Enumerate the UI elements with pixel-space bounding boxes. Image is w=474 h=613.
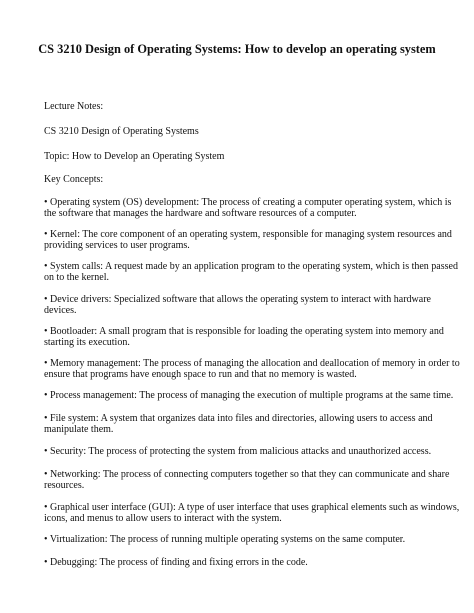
concept-line: • Operating system (OS) development: The process of creating a computer operating system, which is xyxy=(44,197,452,208)
concept-line: on to the kernel. xyxy=(44,272,109,284)
concept-item-memory-management xyxy=(44,358,460,381)
concept-item-device-drivers xyxy=(44,294,444,317)
concept-line: • Process management: The process of managing the execution of multiple programs at the same time. xyxy=(44,390,454,401)
concept-item-system-calls xyxy=(44,261,458,284)
concept-item-file-system xyxy=(44,413,444,436)
concept-line: • Bootloader: A small program that is responsible for loading the operating system into memory and xyxy=(44,326,444,337)
concept-line: • Kernel: The core component of an operating system, responsible for managing system resources and xyxy=(44,229,452,240)
document-title: CS 3210 Design of Operating Systems: How to develop an operating system xyxy=(38,42,436,56)
concept-line: • Graphical user interface (GUI): A type of user interface that uses graphical elements such as windows, xyxy=(44,502,460,513)
lecture-notes-label: Lecture Notes: xyxy=(44,101,104,112)
topic-line: Topic: How to Develop an Operating System xyxy=(44,151,225,162)
concept-line: • System calls: A request made by an application program to the operating system, which is then passed xyxy=(44,261,458,272)
concept-line: starting its execution. xyxy=(44,337,130,349)
concept-line: ensure that programs have enough space to run and that no memory is wasted. xyxy=(44,369,357,381)
concept-item-gui xyxy=(44,502,460,525)
concept-item-virtualization xyxy=(44,534,444,545)
concept-item-security xyxy=(44,446,444,457)
course-name: CS 3210 Design of Operating Systems xyxy=(44,126,199,137)
concept-line: • Device drivers: Specialized software that allows the operating system to interact with hardware xyxy=(44,294,431,305)
concept-line: the software that manages the hardware and software resources of a computer. xyxy=(44,208,357,220)
concept-line: • Debugging: The process of finding and fixing errors in the code. xyxy=(44,557,308,568)
concept-item-bootloader xyxy=(44,326,444,349)
concept-line: devices. xyxy=(44,305,77,317)
concept-item-networking xyxy=(44,469,450,492)
concept-line: resources. xyxy=(44,480,85,492)
concept-item-kernel xyxy=(44,229,452,252)
concept-line: • Security: The process of protecting the system from malicious attacks and unauthorized access. xyxy=(44,446,432,457)
concept-line: icons, and menus to allow users to interact with the system. xyxy=(44,513,282,525)
concept-item-debugging xyxy=(44,557,444,568)
concept-line: • Virtualization: The process of running multiple operating systems on the same computer. xyxy=(44,534,406,545)
concept-line: • Memory management: The process of managing the allocation and deallocation of memory in order to xyxy=(44,358,460,369)
concept-item-process-management xyxy=(44,390,454,401)
concept-item-os-development xyxy=(44,197,452,220)
concept-line: • File system: A system that organizes data into files and directories, allowing users to access and xyxy=(44,413,433,424)
key-concepts-label: Key Concepts: xyxy=(44,174,104,185)
concept-line: providing services to user programs. xyxy=(44,240,190,252)
concept-line: • Networking: The process of connecting computers together so that they can communicate and share xyxy=(44,469,450,480)
concept-line: manipulate them. xyxy=(44,424,114,436)
